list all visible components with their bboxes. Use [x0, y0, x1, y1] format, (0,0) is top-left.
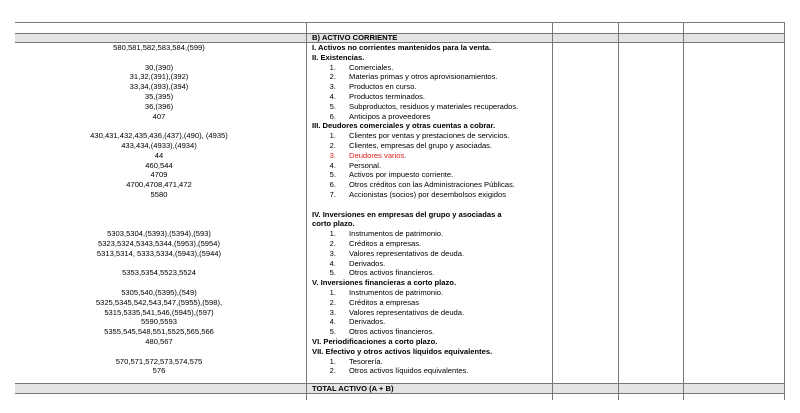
item-number: 2. — [329, 140, 336, 150]
item-number: 1. — [329, 229, 336, 239]
item-label: Clientes, empresas del grupo y asociadas. — [349, 140, 493, 150]
line-item — [312, 190, 557, 200]
col-divider-1 — [306, 22, 307, 400]
account-code — [15, 210, 303, 220]
item-number: 6. — [329, 111, 336, 121]
line-item — [312, 92, 557, 102]
line-item — [312, 249, 557, 259]
account-code: 5315,5335,541,546,(5945),(597) — [104, 307, 214, 317]
item-label: Valores representativos de deuda. — [349, 307, 465, 317]
item-label: Otros créditos con las Administraciones Públicas. — [349, 180, 515, 190]
account-code: 4709 — [150, 170, 168, 180]
top-border — [15, 22, 785, 23]
account-code — [15, 259, 303, 269]
line-item — [312, 268, 557, 278]
line-item — [312, 327, 557, 337]
account-code: 5353,5354,5523,5524 — [122, 268, 196, 278]
col-divider-3 — [618, 22, 619, 400]
item-label: Deudores varios. — [349, 150, 407, 160]
section-heading: I. Activos no corrientes mantenidos para la venta. — [312, 43, 492, 52]
section-heading: VII. Efectivo y otros activos líquidos equivalentes. — [312, 346, 493, 356]
line-item — [312, 259, 557, 269]
account-code: 407 — [152, 111, 166, 121]
account-code: 5303,5304,(5393),(5394),(593) — [107, 229, 211, 239]
section-heading: V. Inversiones financieras a corto plazo. — [312, 278, 457, 288]
footer-top-border — [15, 383, 785, 384]
account-code: 36,(396) — [144, 101, 174, 111]
line-item — [312, 200, 557, 210]
col-divider-5 — [784, 22, 785, 400]
item-number: 5. — [329, 268, 336, 278]
item-label: Valores representativos de deuda. — [349, 248, 465, 258]
item-label: Otros activos financieros. — [349, 268, 435, 278]
item-number: 2. — [329, 238, 336, 248]
line-item — [312, 180, 557, 190]
line-item — [312, 82, 557, 92]
item-number: 4. — [329, 258, 336, 268]
footer-bottom-border — [15, 393, 785, 394]
account-code: 480,567 — [145, 336, 173, 346]
item-number: 3. — [329, 82, 336, 92]
line-item — [312, 141, 557, 151]
item-number: 5. — [329, 101, 336, 111]
line-item — [312, 288, 557, 298]
account-code: 5590,5593 — [141, 317, 177, 327]
section-heading: III. Deudores comerciales y otras cuentas a cobrar. — [312, 121, 496, 131]
account-code: 570,571,572,573,574,575 — [115, 356, 203, 366]
item-label: Productos terminados. — [349, 91, 425, 101]
item-number: 6. — [329, 180, 336, 190]
section-heading: corto plazo. — [312, 219, 355, 229]
account-code: 31,32,(391),(392) — [129, 72, 189, 82]
item-label: Tesorería. — [349, 356, 383, 366]
line-item — [312, 366, 557, 376]
account-code — [15, 219, 303, 229]
item-label: Productos en curso. — [349, 82, 417, 92]
account-code — [15, 121, 303, 131]
account-code: 5305,540,(5395),(549) — [121, 287, 197, 297]
line-item — [312, 229, 557, 239]
item-label: Materias primas y otros aprovisionamientos. — [349, 72, 498, 82]
account-code: 5325,5345,542,543,547,(5955),(598), — [95, 297, 223, 307]
account-code — [15, 200, 303, 210]
header-top-border — [15, 33, 785, 34]
item-label: Otros activos líquidos equivalentes. — [349, 366, 469, 376]
item-label: Derivados. — [349, 317, 386, 327]
account-code: 4700,4708,471,472 — [126, 180, 192, 190]
account-codes-column — [15, 43, 303, 376]
line-item — [312, 170, 557, 180]
item-label: Instrumentos de patrimonio. — [349, 229, 444, 239]
item-number: 1. — [329, 287, 336, 297]
account-code — [15, 347, 303, 357]
item-number: 3. — [329, 248, 336, 258]
item-label: Anticipos a proveedores — [349, 111, 431, 121]
line-item — [312, 357, 557, 367]
item-label: Créditos a empresas. — [349, 238, 422, 248]
account-code: 44 — [154, 150, 164, 160]
item-label: Instrumentos de patrimonio. — [349, 287, 444, 297]
account-code: 433,434,(4933),(4934) — [121, 140, 197, 150]
item-number: 1. — [329, 131, 336, 141]
section-heading: VI. Periodificaciones a corto plazo. — [312, 336, 438, 346]
item-number: 1. — [329, 356, 336, 366]
total-title: TOTAL ACTIVO (A + B) — [312, 384, 394, 393]
account-code: 5323,5324,5343,5344,(5953),(5954) — [97, 238, 221, 248]
account-code: 33,34,(393),(394) — [129, 82, 189, 92]
header-band — [15, 33, 785, 42]
item-number: 2. — [329, 366, 336, 376]
descriptions-column — [312, 43, 557, 376]
item-number: 2. — [329, 297, 336, 307]
line-item — [312, 131, 557, 141]
item-label: Subproductos, residuos y materiales recuperados. — [349, 101, 519, 111]
balance-sheet-table — [15, 22, 785, 392]
item-label: Personal. — [349, 160, 382, 170]
account-code: 430,431,432,435,436,(437),(490), (4935) — [90, 131, 228, 141]
item-label: Accionistas (socios) por desembolsos exigidos — [349, 189, 507, 199]
account-code: 5313,5314, 5333,5334,(5943),(5944) — [96, 248, 222, 258]
account-code: 460,544 — [145, 160, 173, 170]
account-code: 576 — [152, 366, 166, 376]
item-number: 5. — [329, 327, 336, 337]
line-item — [312, 72, 557, 82]
line-item — [312, 161, 557, 171]
item-number: 4. — [329, 91, 336, 101]
item-label: Activos por impuesto corriente. — [349, 170, 454, 180]
account-code: 30,(390) — [144, 62, 174, 72]
item-number: 1. — [329, 62, 336, 72]
section-heading: II. Existencias. — [312, 52, 365, 62]
item-label: Comerciales. — [349, 62, 394, 72]
item-number: 3. — [329, 150, 336, 160]
item-number: 4. — [329, 317, 336, 327]
account-code: 580,581,582,583,584,(599) — [113, 43, 205, 52]
item-label: Derivados. — [349, 258, 386, 268]
item-label: Clientes por ventas y prestaciones de servicios. — [349, 131, 510, 141]
item-number: 2. — [329, 72, 336, 82]
line-item — [312, 298, 557, 308]
account-code — [15, 278, 303, 288]
item-number: 5. — [329, 170, 336, 180]
item-number: 3. — [329, 307, 336, 317]
account-code: 5580 — [150, 189, 168, 199]
section-heading: IV. Inversiones en empresas del grupo y asociadas a — [312, 209, 502, 219]
account-code — [15, 53, 303, 63]
line-item — [312, 317, 557, 327]
line-item — [312, 112, 557, 122]
item-number: 4. — [329, 160, 336, 170]
account-code: 5355,545,548,551,5525,565,566 — [104, 327, 214, 337]
footer-band — [15, 383, 785, 393]
line-item — [312, 239, 557, 249]
item-label: Otros activos financieros. — [349, 327, 435, 337]
line-item — [312, 63, 557, 73]
col-divider-4 — [683, 22, 684, 400]
line-item — [312, 308, 557, 318]
section-title: B) ACTIVO CORRIENTE — [312, 33, 398, 42]
line-item — [312, 151, 557, 161]
account-code: 35,(395) — [144, 91, 174, 101]
item-label: Créditos a empresas — [349, 297, 420, 307]
item-number: 7. — [329, 189, 336, 199]
line-item — [312, 102, 557, 112]
